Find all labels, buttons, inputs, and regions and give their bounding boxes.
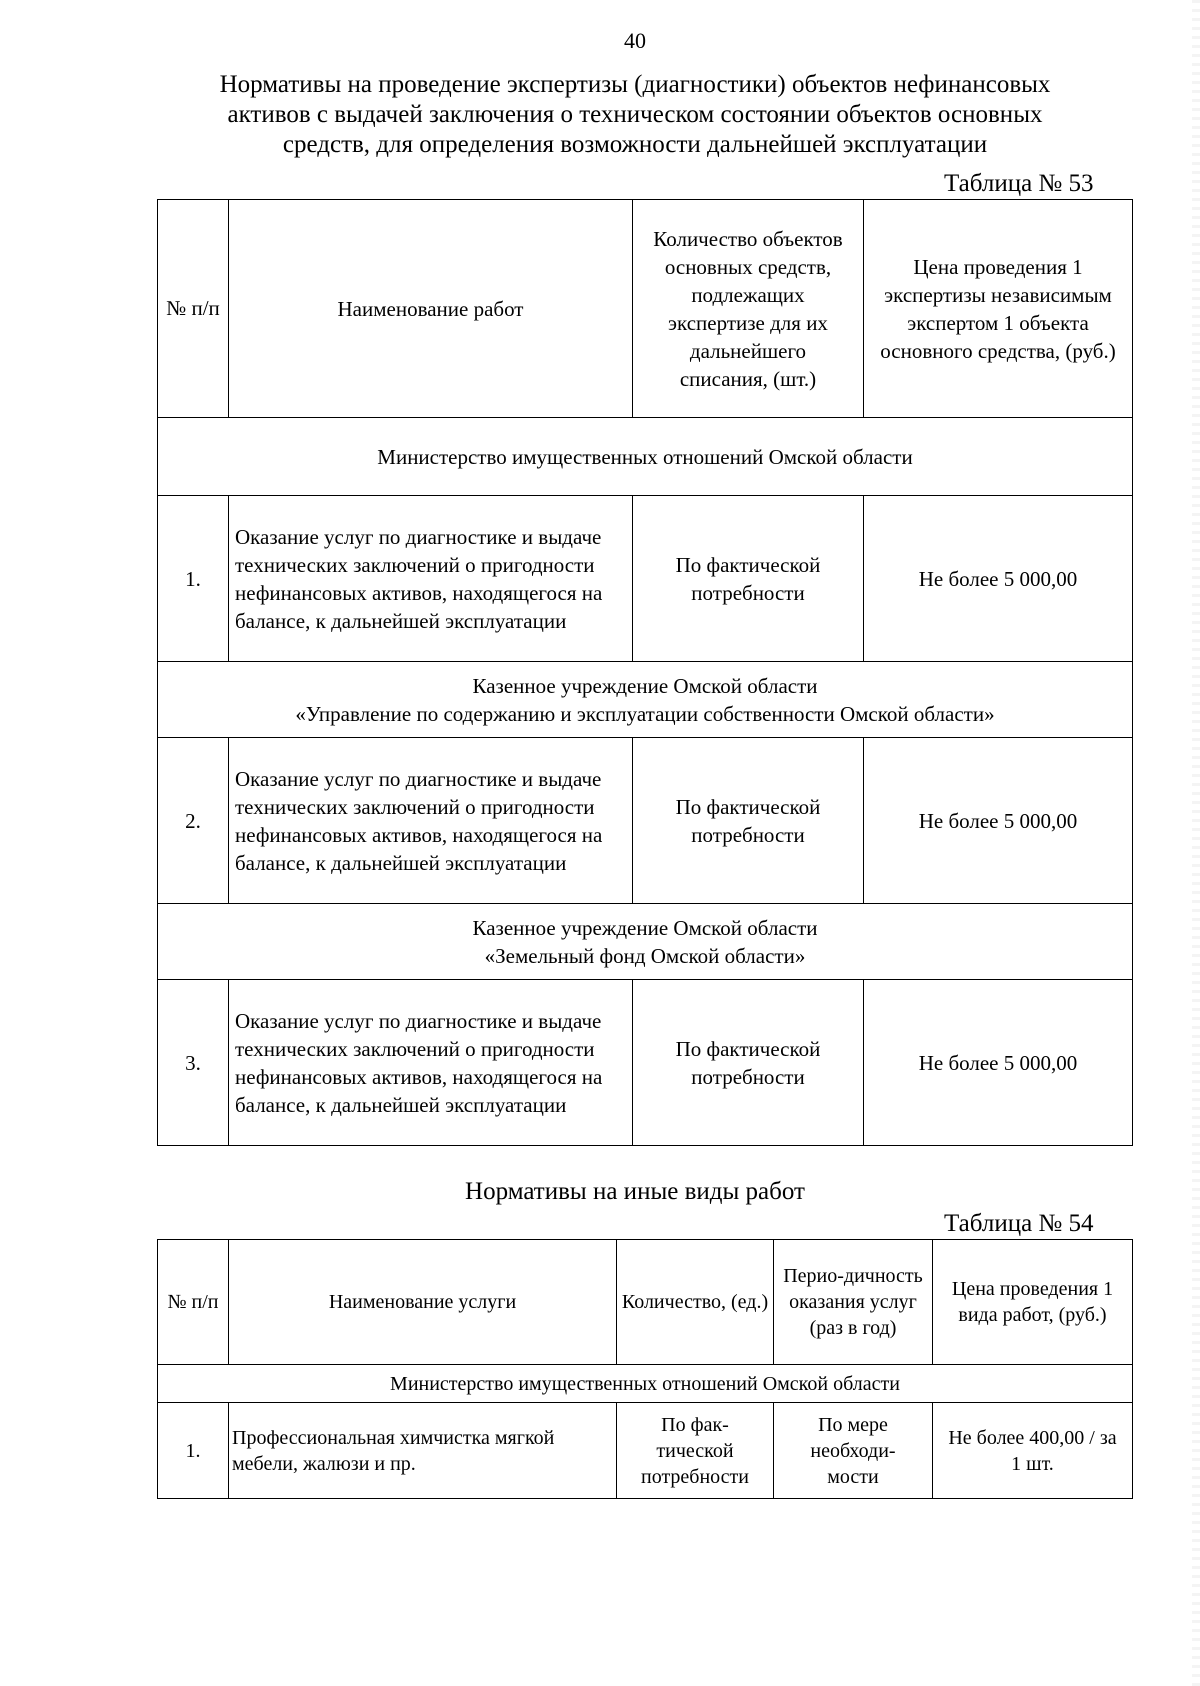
row-num: 2. [158,738,229,904]
org-row [158,418,1133,496]
document-title [150,70,1120,160]
section-2-title: Нормативы на иные виды работ [465,1178,805,1205]
title-line-1: Нормативы на проведение экспертизы (диагностики) объектов нефинансовых [219,71,1051,98]
table-row [158,1403,1133,1499]
table-54-header-row [158,1240,1133,1365]
org-row [158,662,1133,738]
header-periodicity: Перио-дичность оказания услуг (раз в год) [774,1240,933,1365]
row-price: Не более 5 000,00 [864,738,1133,904]
org-name: Казенное учреждение Омской области «Земельный фонд Омской области» [158,904,1133,980]
header-num: № п/п [158,1240,229,1365]
title-line-2: активов с выдачей заключения о техническом состоянии объектов основных [227,101,1043,128]
row-num: 3. [158,980,229,1146]
row-name: Оказание услуг по диагностике и выдаче технических заключений о пригодности нефинансовых активов, находящегося на балансе, к дальнейшей эксплуатации [229,496,633,662]
table-53 [157,199,1133,1146]
header-price: Цена проведения 1 вида работ, (руб.) [933,1240,1133,1365]
org-row [158,1365,1133,1403]
row-num: 1. [158,1403,229,1499]
header-name: Наименование услуги [229,1240,617,1365]
row-quantity: По фак-тической потребности [617,1403,774,1499]
row-quantity: По фактической потребности [633,496,864,662]
header-quantity: Количество, (ед.) [617,1240,774,1365]
table-row [158,496,1133,662]
title-line-3: средств, для определения возможности дальнейшей эксплуатации [282,131,988,158]
org-name: Министерство имущественных отношений Омской области [158,1365,1133,1403]
row-name: Оказание услуг по диагностике и выдаче технических заключений о пригодности нефинансовых активов, находящегося на балансе, к дальнейшей эксплуатации [229,980,633,1146]
row-price: Не более 5 000,00 [864,496,1133,662]
row-price: Не более 400,00 / за 1 шт. [933,1403,1133,1499]
row-name: Профессиональная химчистка мягкой мебели, жалюзи и пр. [229,1403,617,1499]
row-name: Оказание услуг по диагностике и выдаче технических заключений о пригодности нефинансовых активов, находящегося на балансе, к дальнейшей эксплуатации [229,738,633,904]
row-price: Не более 5 000,00 [864,980,1133,1146]
header-num: № п/п [158,200,229,418]
table-row [158,738,1133,904]
table-54-caption: Таблица № 54 [944,1210,1094,1237]
row-quantity: По фактической потребности [633,980,864,1146]
row-quantity: По фактической потребности [633,738,864,904]
header-quantity: Количество объектов основных средств, подлежащих экспертизе для их дальнейшего списания, (шт.) [633,200,864,418]
row-periodicity: По мере необходи-мости [774,1403,933,1499]
scan-edge-artifact [1192,0,1200,1686]
org-name: Казенное учреждение Омской области «Управление по содержанию и эксплуатации собственности Омской области» [158,662,1133,738]
table-row [158,980,1133,1146]
page-number: 40 [624,28,646,53]
org-row [158,904,1133,980]
table-53-header-row [158,200,1133,418]
table-53-caption: Таблица № 53 [944,170,1094,197]
org-name: Министерство имущественных отношений Омской области [158,418,1133,496]
header-name: Наименование работ [229,200,633,418]
table-54 [157,1239,1133,1499]
row-num: 1. [158,496,229,662]
header-price: Цена проведения 1 экспертизы независимым экспертом 1 объекта основного средства, (руб.) [864,200,1133,418]
